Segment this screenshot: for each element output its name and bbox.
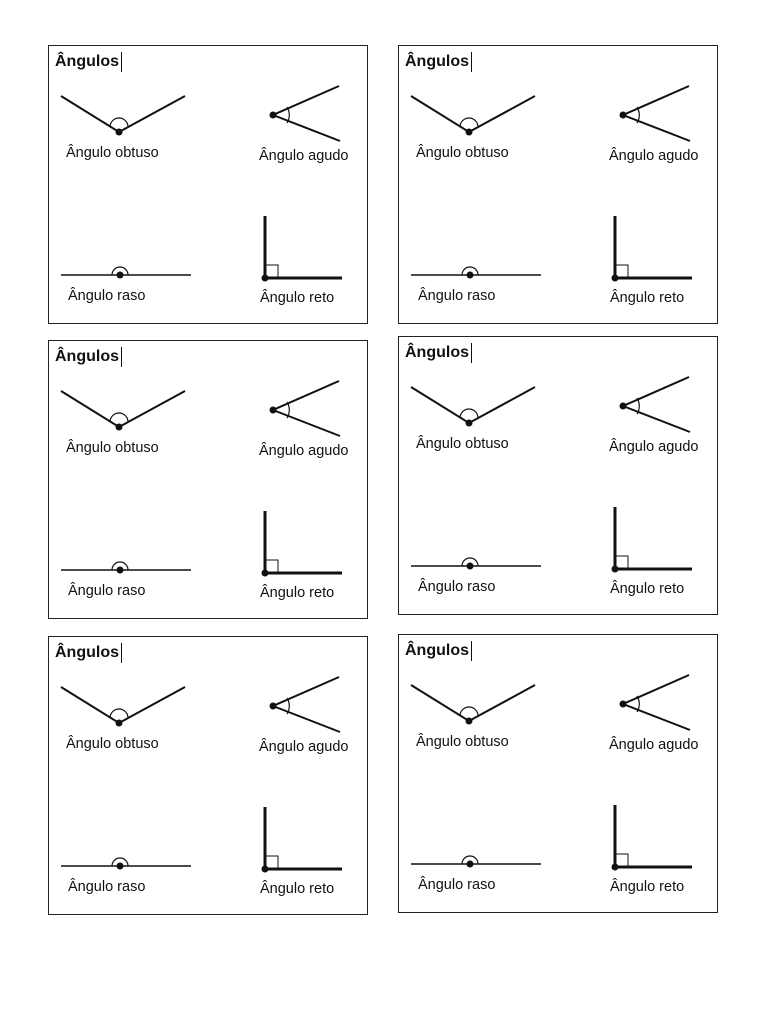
text-cursor: [471, 641, 472, 661]
obtuse-angle-lines: [61, 687, 185, 723]
right-vertex-dot: [612, 566, 619, 573]
acute-label: Ângulo agudo: [609, 148, 699, 164]
right-label: Ângulo reto: [610, 879, 685, 895]
obtuse-vertex-dot: [466, 718, 473, 725]
acute-angle-lines: [623, 377, 690, 432]
card-title: [55, 52, 122, 72]
straight-label: Ângulo raso: [418, 877, 496, 893]
angles-diagram: [399, 46, 719, 325]
obtuse-angle-arc: [110, 709, 128, 718]
obtuse-angle-arc: [460, 409, 478, 418]
angles-card-4: [398, 336, 718, 615]
angles-diagram: [49, 341, 369, 620]
card-title: [405, 52, 472, 72]
angles-diagram: [399, 337, 719, 616]
obtuse-label: Ângulo obtuso: [66, 440, 159, 456]
straight-vertex-dot: [467, 861, 474, 868]
card-title: [405, 641, 472, 661]
obtuse-angle-lines: [61, 96, 185, 132]
acute-label: Ângulo agudo: [609, 439, 699, 455]
acute-angle-lines: [273, 677, 340, 732]
acute-label: Ângulo agudo: [259, 148, 349, 164]
card-title-text: Ângulos: [405, 53, 469, 70]
acute-angle-lines: [273, 86, 340, 141]
text-cursor: [471, 52, 472, 72]
obtuse-angle-lines: [411, 96, 535, 132]
right-vertex-dot: [262, 570, 269, 577]
straight-vertex-dot: [467, 563, 474, 570]
angles-diagram: [49, 637, 369, 916]
obtuse-label: Ângulo obtuso: [416, 145, 509, 161]
right-vertex-dot: [262, 866, 269, 873]
right-label: Ângulo reto: [610, 290, 685, 306]
card-title-text: Ângulos: [55, 644, 119, 661]
obtuse-angle-arc: [110, 118, 128, 127]
obtuse-angle-arc: [460, 118, 478, 127]
text-cursor: [121, 52, 122, 72]
card-title: [55, 347, 122, 367]
straight-label: Ângulo raso: [418, 288, 496, 304]
obtuse-label: Ângulo obtuso: [416, 436, 509, 452]
card-title: [405, 343, 472, 363]
obtuse-label: Ângulo obtuso: [66, 145, 159, 161]
obtuse-angle-lines: [411, 685, 535, 721]
straight-label: Ângulo raso: [68, 583, 146, 599]
card-title-text: Ângulos: [405, 642, 469, 659]
right-label: Ângulo reto: [260, 290, 335, 306]
card-title-text: Ângulos: [55, 348, 119, 365]
obtuse-vertex-dot: [116, 424, 123, 431]
right-label: Ângulo reto: [260, 881, 335, 897]
obtuse-label: Ângulo obtuso: [416, 734, 509, 750]
right-vertex-dot: [262, 275, 269, 282]
straight-label: Ângulo raso: [418, 579, 496, 595]
angles-card-5: [48, 636, 368, 915]
straight-vertex-dot: [117, 567, 124, 574]
straight-vertex-dot: [467, 272, 474, 279]
obtuse-label: Ângulo obtuso: [66, 736, 159, 752]
obtuse-angle-lines: [411, 387, 535, 423]
right-label: Ângulo reto: [260, 585, 335, 601]
obtuse-vertex-dot: [466, 129, 473, 136]
straight-label: Ângulo raso: [68, 879, 146, 895]
right-label: Ângulo reto: [610, 581, 685, 597]
acute-vertex-dot: [270, 703, 277, 710]
obtuse-vertex-dot: [116, 720, 123, 727]
angles-diagram: [49, 46, 369, 325]
acute-vertex-dot: [620, 112, 627, 119]
acute-label: Ângulo agudo: [609, 737, 699, 753]
acute-angle-lines: [623, 675, 690, 730]
acute-angle-lines: [273, 381, 340, 436]
angles-card-2: [398, 45, 718, 324]
card-title-text: Ângulos: [55, 53, 119, 70]
card-title: [55, 643, 122, 663]
card-title-text: Ângulos: [405, 344, 469, 361]
straight-vertex-dot: [117, 272, 124, 279]
acute-vertex-dot: [270, 407, 277, 414]
obtuse-angle-lines: [61, 391, 185, 427]
angles-card-3: [48, 340, 368, 619]
text-cursor: [121, 347, 122, 367]
obtuse-angle-arc: [460, 707, 478, 716]
straight-vertex-dot: [117, 863, 124, 870]
acute-label: Ângulo agudo: [259, 443, 349, 459]
angles-card-6: [398, 634, 718, 913]
angles-card-1: [48, 45, 368, 324]
angles-diagram: [399, 635, 719, 914]
acute-angle-lines: [623, 86, 690, 141]
acute-label: Ângulo agudo: [259, 739, 349, 755]
right-vertex-dot: [612, 275, 619, 282]
obtuse-angle-arc: [110, 413, 128, 422]
right-vertex-dot: [612, 864, 619, 871]
text-cursor: [121, 643, 122, 663]
text-cursor: [471, 343, 472, 363]
acute-vertex-dot: [620, 701, 627, 708]
obtuse-vertex-dot: [466, 420, 473, 427]
acute-vertex-dot: [620, 403, 627, 410]
acute-vertex-dot: [270, 112, 277, 119]
obtuse-vertex-dot: [116, 129, 123, 136]
straight-label: Ângulo raso: [68, 288, 146, 304]
